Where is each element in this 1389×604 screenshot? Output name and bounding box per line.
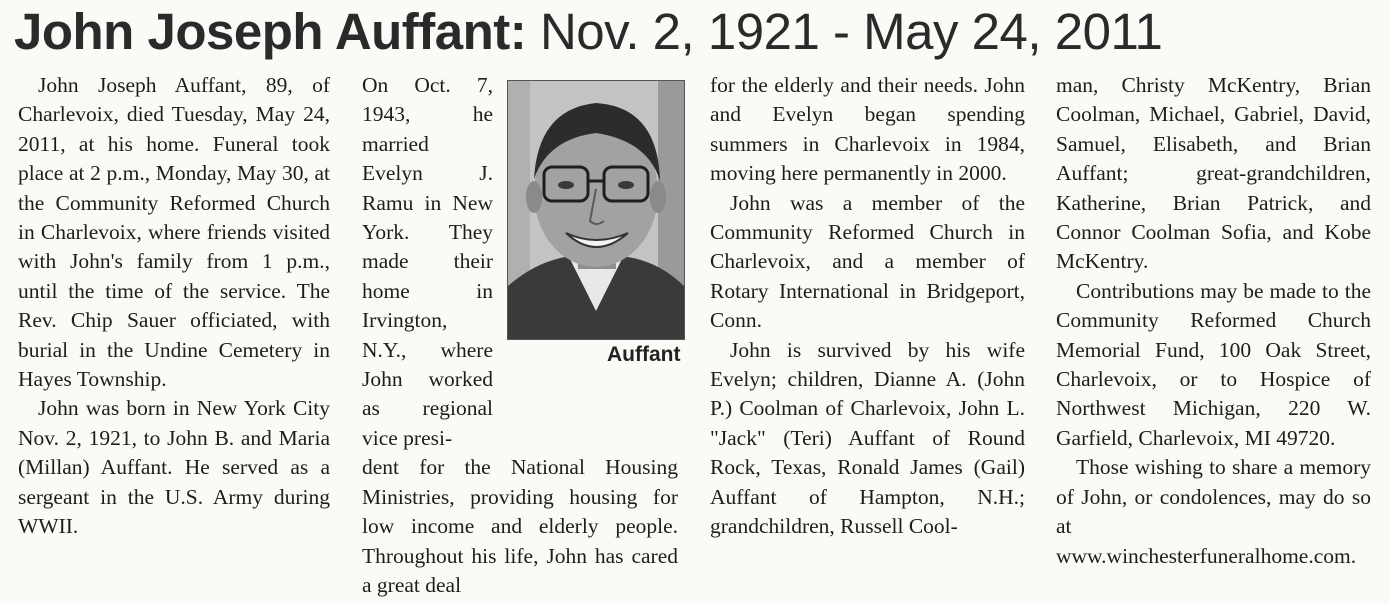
portrait-photo <box>507 80 685 340</box>
paragraph-survivors: John is survived by his wife Evelyn; children, Dianne A. (John P.) Coolman of Charlevoix, John L. "Jack" (Teri) Auffant of Round Rock, Texas, Ronald James (Gail) Auffant of Hampton, N.H.; grandchildren, Russell Cool- <box>710 337 1025 539</box>
column-3 <box>710 71 1025 542</box>
paragraph-birth: John was born in New York City Nov. 2, 1921, to John B. and Maria (Millan) Auffant. He served as a sergeant in the U.S. Army during WWII. <box>18 396 330 539</box>
paragraph-marriage-continued: dent for the National Housing Ministries, providing housing for low income and elderly people. Throughout his life, John has cared a great deal <box>362 455 678 597</box>
photo-caption: Auffant <box>607 343 681 366</box>
paragraph-contributions: Contributions may be made to the Community Reformed Church Memorial Fund, 100 Oak Street, Charlevoix, or to Hospice of Northwest Michigan, 220 W. Garfield, Charlevoix, MI 49720. <box>1056 278 1371 450</box>
paragraph-condolences: Those wishing to share a memory of John, or condolences, may do so at www.winchesterfuneralhome.com. <box>1056 455 1371 568</box>
paragraph-marriage: On Oct. 7, 1943, he married Evelyn J. Ramu in New York. They made their home in Irvington, N.Y., where John worked as regional vice presi- <box>362 73 493 450</box>
paragraph-residence: for the elderly and their needs. John and Evelyn began spending summers in Charlevoix in 1984, moving here permanently in 2000. <box>710 73 1025 186</box>
column-1 <box>18 71 330 542</box>
headline-name: John Joseph Auffant: <box>14 3 527 60</box>
headline <box>14 2 1384 62</box>
paragraph-death-notice: John Joseph Auffant, 89, of Charlevoix, died Tuesday, May 24, 2011, at his home. Funeral took place at 2 p.m., Monday, May 30, at the Community Reformed Church in Charlevoix, where friends visited with John's family from 1 p.m., until the time of the service. The Rev. Chip Sauer officiated, with burial in the Undine Cemetery in Hayes Township. <box>18 73 330 392</box>
paragraph-survivors-continued: man, Christy McKentry, Brian Coolman, Michael, Gabriel, David, Samuel, Elisabeth, and Brian Auffant; great-grandchildren, Katherine, Brian Patrick, and Connor Coolman Sofia, and Kobe McKentry. <box>1056 73 1371 274</box>
portrait-image <box>508 81 684 339</box>
headline-dates: Nov. 2, 1921 - May 24, 2011 <box>539 3 1163 60</box>
column-4 <box>1056 71 1371 571</box>
paragraph-memberships: John was a member of the Community Reformed Church in Charlevoix, and a member of Rotary International in Bridgeport, Conn. <box>710 190 1025 333</box>
